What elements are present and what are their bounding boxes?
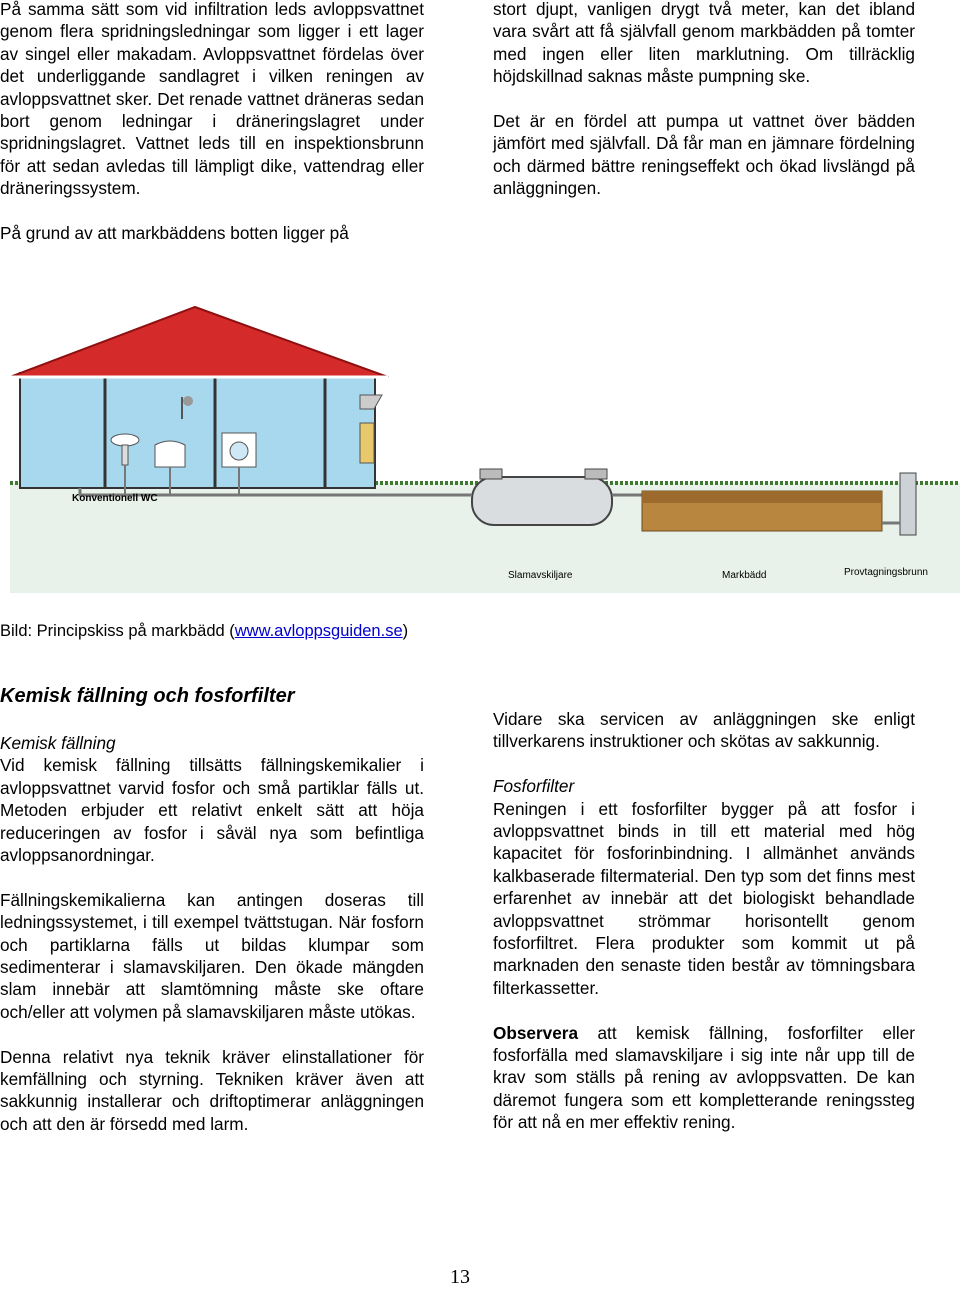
sink-icon (111, 434, 139, 446)
paragraph: Reningen i ett fosforfilter bygger på att fosfor i avloppsvattnet binds in till ett material med hög kapacitet för fosforinbindning. I allmänhet används kalkbaserade filtermaterial. Den typ som det finns mest erfarenhet av innebär att det biologiskt behandlade avloppsvattnet strömmar horisontellt genom fosforfiltret. Flera produkter som kommit ut på marknaden den senaste tiden består av tömningsbara filterkassetter. (493, 798, 915, 998)
text-column-right-bottom (493, 708, 915, 1134)
sink-stand (122, 445, 128, 465)
tank-lid (480, 469, 502, 479)
label-wc: Konventionell WC (72, 493, 158, 504)
text-column-right-top (493, 0, 915, 200)
house-wall (20, 373, 375, 488)
page-number: 13 (450, 1266, 470, 1288)
section-heading: Kemisk fällning och fosforfilter (0, 685, 295, 707)
label-bed: Markbädd (722, 570, 767, 581)
text-column-left-bottom (0, 732, 424, 1135)
paragraph: Observera att kemisk fällning, fosforfilter eller fosforfälla med slamavskiljare i sig inte når upp till de krav som ställs på rening av avloppsvatten. De kan däremot fungera som ett kompletterande reningssteg för att nå en mer effektiv rening. (493, 1022, 915, 1133)
water-heater-icon (360, 423, 374, 463)
paragraph: Fällningskemikalierna kan antingen doseras till ledningssystemet, i till exempel tvättstugan. När fosforn och partiklarna fälls ut bildas klumpar som sedimenterar i slamavskiljaren. Den ökade mängden slam innebär att slamtömning måste ske oftare och/eller att volymen på slamavskiljaren måste utökas. (0, 889, 424, 1022)
shower-head-icon (183, 396, 193, 406)
label-tank: Slamavskiljare (508, 570, 573, 581)
toilet-icon (155, 441, 185, 467)
paragraph: På grund av att markbäddens botten ligger på (0, 223, 349, 244)
washing-machine-door-icon (230, 442, 248, 460)
paragraph: Vidare ska servicen av anläggningen ske enligt tillverkarens instruktioner och skötas av sakkunnig. (493, 709, 915, 752)
septic-tank (472, 477, 612, 525)
paragraph: Denna relativt nya teknik kräver elinstallationer för kemfällning och styrning. Tekniken kräver även att sakkunnig installerar och driftoptimerar anläggningen och att den är försedd med larm. (0, 1046, 424, 1134)
diagram-svg (10, 305, 960, 603)
tank-lid (585, 469, 607, 479)
paragraph: Det är en fördel att pumpa ut vattnet över bädden jämfört med självfall. Då får man en jämnare fördelning och därmed bättre reningseffekt och ökad livslängd på anläggningen. (493, 111, 915, 199)
paragraph: stort djupt, vanligen drygt två meter, kan det ibland vara svårt att få självfall genom markbädden på tomter med ingen eller liten marklutning. Om tillräcklig höjdskillnad saknas måste pumpning ske. (493, 0, 915, 87)
caption-link[interactable]: www.avloppsguiden.se (234, 622, 403, 640)
label-well: Provtagningsbrunn (844, 567, 928, 578)
text-column-left-top (0, 0, 424, 244)
emphasis: Observera (493, 1022, 579, 1043)
paragraph: På samma sätt som vid infiltration leds avloppsvattnet genom flera spridningsledningar som ligger i ett lager av singel eller makadam. Avloppsvattnet fördelas över det underliggande sandlagret i vilken reningen av avloppsvattnet sker. Det renade vattnet dräneras sedan bort genom ledningar i dräneringslagret under spridningslagret. Vattnet leds till en inspektionsbrunn för att sedan avledas till lämpligt dike, vattendrag eller dräneringssystem. (0, 0, 424, 199)
sampling-well (900, 473, 916, 535)
subheading: Fosforfilter (493, 776, 575, 797)
roof (10, 307, 388, 377)
figure-caption: Bild: Principskiss på markbädd (www.avloppsguiden.se) (0, 622, 409, 640)
soil-bed-gravel (642, 491, 882, 503)
subheading: Kemisk fällning (0, 733, 116, 753)
markbadd-diagram (10, 305, 960, 603)
paragraph: Vid kemisk fällning tillsätts fällningskemikalier i avloppsvattnet varvid fosfor och små partiklar fälls ut. Metoden erbjuder ett relativt enkelt sätt att höja reduceringen av fosfor i såväl nya som befintliga avloppsanordningar. (0, 755, 424, 866)
kitchen-hood-icon (360, 395, 382, 409)
